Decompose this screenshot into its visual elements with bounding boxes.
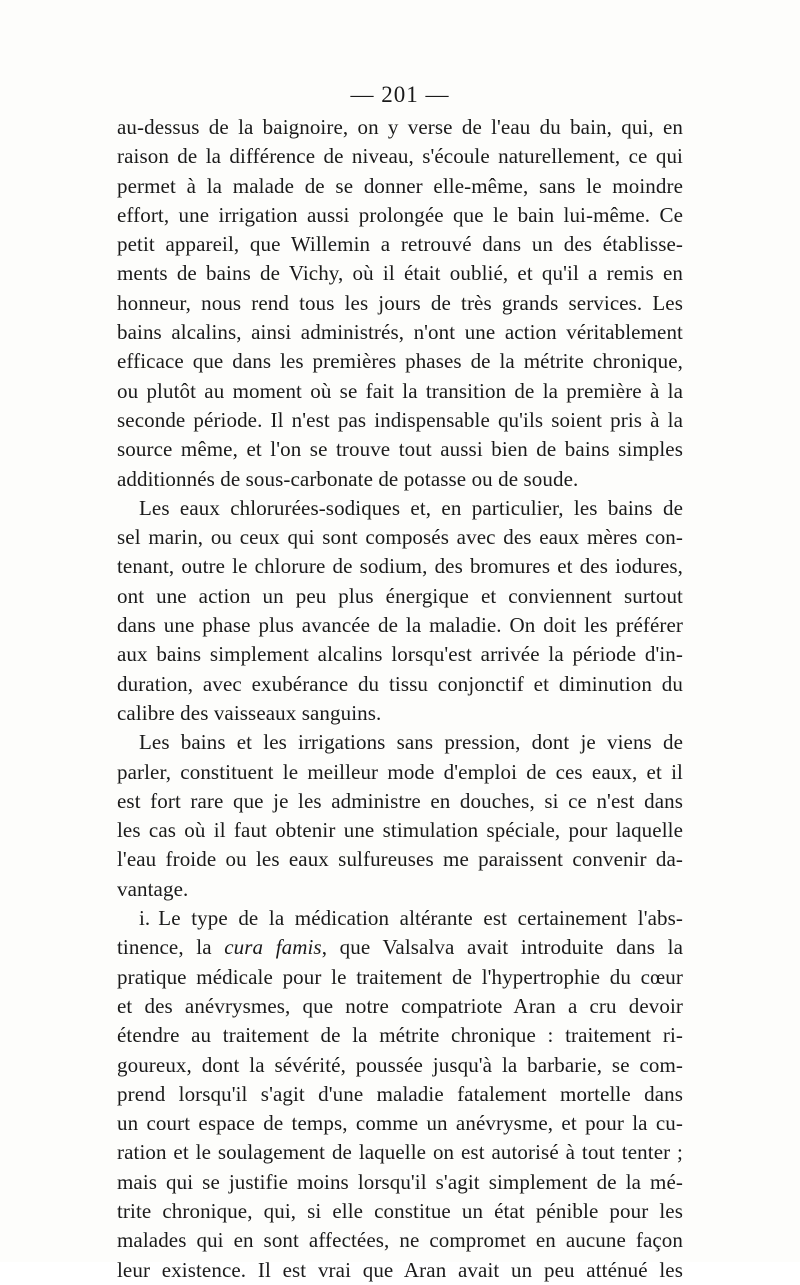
text-line: et des anévrysmes, que notre compatriote Aran a cru devoir <box>117 993 683 1018</box>
section-start-text: Le type de la médication altérante est certainement l'abs- <box>158 906 683 931</box>
text-line: leur existence. Il est vrai que Aran avait un peu atténué les <box>117 1257 683 1282</box>
text-line: ou plutôt au moment où se fait la transition de la première à la <box>117 378 683 403</box>
latin-term: cura famis <box>224 935 322 960</box>
text-line: l'eau froide ou les eaux sulfureuses me paraissent convenir da- <box>117 847 683 872</box>
text-fragment: , que Valsalva avait introduite dans la <box>321 935 683 960</box>
text-line: sel marin, ou ceux qui sont composés avec des eaux mères con- <box>117 525 683 550</box>
text-line: goureux, dont la sévérité, poussée jusqu'à la barbarie, se com- <box>117 1052 683 1077</box>
text-line: effort, une irrigation aussi prolongée que le bain lui-même. Ce <box>117 202 683 227</box>
text-line: prend lorsqu'il s'agit d'une maladie fatalement mortelle dans <box>117 1081 683 1106</box>
paragraph-end-line: additionnés de sous-carbonate de potasse ou de soude. <box>117 466 579 491</box>
text-line: un court espace de temps, comme un anévrysme, et pour la cu- <box>117 1111 683 1136</box>
text-line: parler, constituent le meilleur mode d'emploi de ces eaux, et il <box>117 759 683 784</box>
text-line: malades qui en sont affectées, ne compromet en aucune façon <box>117 1228 683 1253</box>
text-line: duration, avec exubérance du tissu conjonctif et diminution du <box>117 671 683 696</box>
text-line: efficace que dans les premières phases de la métrite chronique, <box>117 349 683 374</box>
text-line: ments de bains de Vichy, où il était oublié, et qu'il a remis en <box>117 261 683 286</box>
text-line: pratique médicale pour le traitement de l'hypertrophie du cœur <box>117 964 683 989</box>
text-line: dans une phase plus avancée de la maladie. On doit les préférer <box>117 613 683 638</box>
paragraph-end-line: vantage. <box>117 876 189 901</box>
text-line: aux bains simplement alcalins lorsqu'est arrivée la période d'in- <box>117 642 683 667</box>
text-line: étendre au traitement de la métrite chronique : traitement ri- <box>117 1023 683 1048</box>
text-line: petit appareil, que Willemin a retrouvé dans un des établisse- <box>117 232 683 257</box>
text-line: honneur, nous rend tous les jours de très grands services. Les <box>117 290 683 315</box>
page-number: — 201 — <box>350 82 450 107</box>
text-line: source même, et l'on se trouve tout aussi bien de bains simples <box>117 437 683 462</box>
text-line: trite chronique, qui, si elle constitue un état pénible pour les <box>117 1198 683 1223</box>
text-line: ration et le soulagement de laquelle on est autorisé à tout tenter ; <box>117 1140 683 1165</box>
paragraph-start-line: Les bains et les irrigations sans pression, dont je viens de <box>139 730 683 755</box>
text-line-with-emphasis <box>117 933 683 962</box>
text-line: seconde période. Il n'est pas indispensable qu'ils soient pris à la <box>117 407 683 432</box>
text-line: au-dessus de la baignoire, on y verse de l'eau du bain, qui, en <box>117 115 683 139</box>
text-line: bains alcalins, ainsi administrés, n'ont une action véritablement <box>117 320 683 345</box>
text-fragment: tinence, la <box>117 935 225 960</box>
text-line: mais qui se justifie moins lorsqu'il s'agit simplement de la mé- <box>117 1169 683 1194</box>
section-number: i. <box>139 906 151 931</box>
text-line: tenant, outre le chlorure de sodium, des bromures et des iodures, <box>117 554 683 579</box>
text-line: ont une action un peu plus énergique et conviennent surtout <box>117 583 683 608</box>
text-line: permet à la malade de se donner elle-même, sans le moindre <box>117 173 683 198</box>
paragraph-start-line: Les eaux chlorurées-sodiques et, en particulier, les bains de <box>139 495 683 520</box>
text-line: est fort rare que je les administre en douches, si ce n'est dans <box>117 788 683 813</box>
text-line: les cas où il faut obtenir une stimulation spéciale, pour laquelle <box>117 818 683 843</box>
paragraph-end-line: calibre des vaisseaux sanguins. <box>117 700 382 725</box>
section-start-line <box>117 904 683 933</box>
text-line: raison de la différence de niveau, s'écoule naturellement, ce qui <box>117 144 683 169</box>
body-text <box>117 113 683 1285</box>
